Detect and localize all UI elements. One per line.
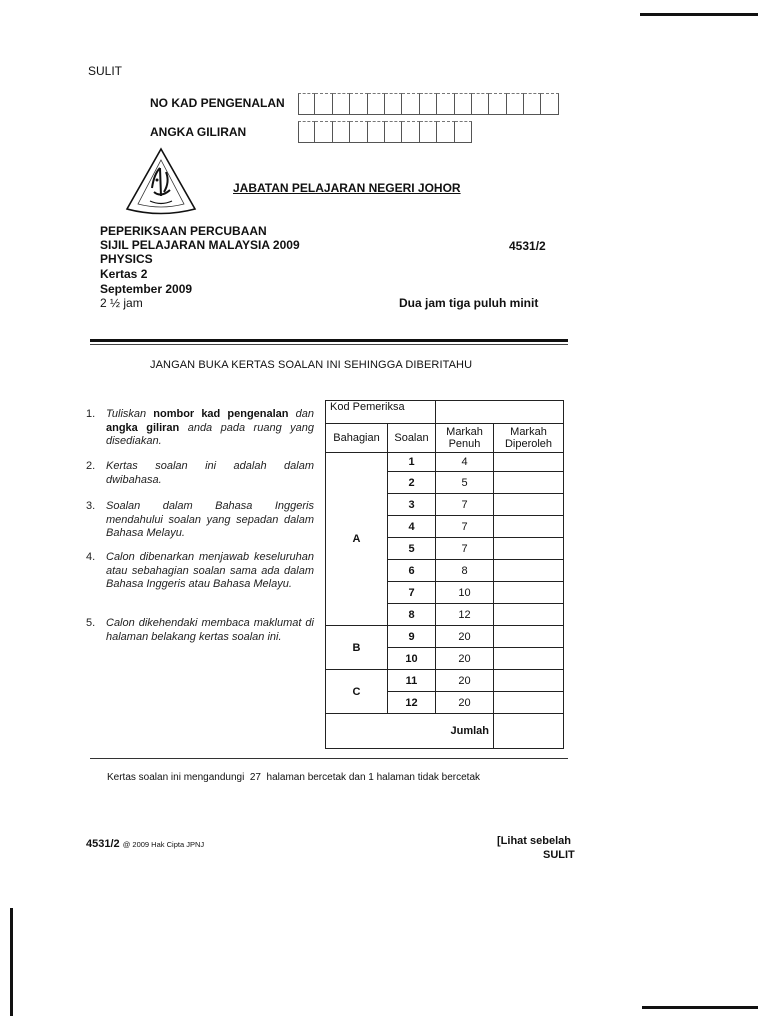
full-marks: 7 [436,516,494,538]
marks-obtained-field[interactable] [494,453,564,472]
full-marks: 20 [436,648,494,670]
instruction-number: 1. [86,408,96,420]
question-number: 1 [388,453,436,472]
examiner-code-label: Kod Pemeriksa [326,401,436,424]
header-markah-penuh: Markah Penuh [436,424,494,453]
marks-obtained-field[interactable] [494,626,564,648]
header-soalan: Soalan [388,424,436,453]
warning-text: JANGAN BUKA KERTAS SOALAN INI SEHINGGA DIBERITAHU [150,359,473,371]
instruction-5: 5. Calon dikehendaki membaca maklumat di halaman belakang kertas soalan ini. [86,617,314,643]
question-number: 3 [388,494,436,516]
section-c: C [326,670,388,714]
question-number: 7 [388,582,436,604]
marks-obtained-field[interactable] [494,472,564,494]
question-number: 5 [388,538,436,560]
full-marks: 7 [436,538,494,560]
marks-table [325,400,564,749]
question-number: 2 [388,472,436,494]
instruction-number: 2. [86,460,96,472]
instruction-2: 2. Kertas soalan ini adalah dalam dwibahasa. [86,460,314,486]
instruction-1: 1. Tuliskan nombor kad pengenalan dan angka giliran anda pada ruang yang disediakan. [86,408,314,447]
marks-obtained-field[interactable] [494,582,564,604]
full-marks: 5 [436,472,494,494]
footer-code: 4531/2 [86,838,120,850]
marks-obtained-field[interactable] [494,692,564,714]
full-marks: 8 [436,560,494,582]
marks-obtained-field[interactable] [494,648,564,670]
exam-duration-words: Dua jam tiga puluh minit [399,296,539,310]
instruction-number: 3. [86,500,96,512]
marks-obtained-field[interactable] [494,494,564,516]
exam-subject: PHYSICS [100,252,153,266]
full-marks: 12 [436,604,494,626]
footer-code-line [86,838,204,850]
examiner-code-field[interactable] [436,401,564,424]
jpnj-logo [124,146,198,216]
total-label: Jumlah [326,714,494,749]
header-divider-thick [90,339,568,342]
header-divider-thin [90,344,568,345]
question-number: 4 [388,516,436,538]
instruction-4: 4. Calon dibenarkan menjawab keseluruhan atau sebahagian soalan sama ada dalam Bahasa Inggeris atau Bahasa Melayu. [86,551,314,590]
question-number: 12 [388,692,436,714]
question-number: 11 [388,670,436,692]
full-marks: 20 [436,626,494,648]
pages-divider [90,758,568,759]
angka-giliran-boxes[interactable] [298,121,472,143]
total-marks-field[interactable] [494,714,564,749]
instruction-3: 3. Soalan dalam Bahasa Inggeris mendahului soalan yang sepadan dalam Bahasa Melayu. [86,500,314,539]
exam-line2: SIJIL PELAJARAN MALAYSIA 2009 [100,238,300,252]
marks-obtained-field[interactable] [494,604,564,626]
footer-copyright: @ 2009 Hak Cipta JPNJ [122,840,205,849]
question-number: 10 [388,648,436,670]
pages-note: Kertas soalan ini mengandungi 27 halaman bercetak dan 1 halaman tidak bercetak [107,772,481,783]
instruction-number: 5. [86,617,96,629]
scan-mark-top-right [640,13,758,16]
header-bahagian: Bahagian [326,424,388,453]
question-number: 6 [388,560,436,582]
marks-obtained-field[interactable] [494,560,564,582]
question-number: 9 [388,626,436,648]
full-marks: 4 [436,453,494,472]
full-marks: 20 [436,692,494,714]
footer-see-next: [Lihat sebelah [497,835,571,847]
angka-giliran-label: ANGKA GILIRAN [150,125,247,139]
instruction-number: 4. [86,551,96,563]
footer-sulit: SULIT [543,849,575,861]
department-title: JABATAN PELAJARAN NEGERI JOHOR [233,181,461,195]
ic-number-label: NO KAD PENGENALAN [150,96,285,110]
header-markah-diperoleh: Markah Diperoleh [494,424,564,453]
full-marks: 20 [436,670,494,692]
scan-mark-bottom-right [642,1006,758,1009]
exam-line1: PEPERIKSAAN PERCUBAAN [100,224,267,238]
exam-code: 4531/2 [509,239,546,253]
marks-obtained-field[interactable] [494,538,564,560]
full-marks: 7 [436,494,494,516]
ic-number-boxes[interactable] [298,93,559,115]
section-b: B [326,626,388,670]
marks-obtained-field[interactable] [494,670,564,692]
exam-paper: Kertas 2 [100,267,148,281]
sulit-label: SULIT [88,64,123,78]
question-number: 8 [388,604,436,626]
marks-obtained-field[interactable] [494,516,564,538]
exam-duration: 2 ½ jam [100,296,143,310]
exam-date: September 2009 [100,282,193,296]
section-a: A [326,453,388,626]
scan-mark-left-edge [10,908,13,1016]
full-marks: 10 [436,582,494,604]
